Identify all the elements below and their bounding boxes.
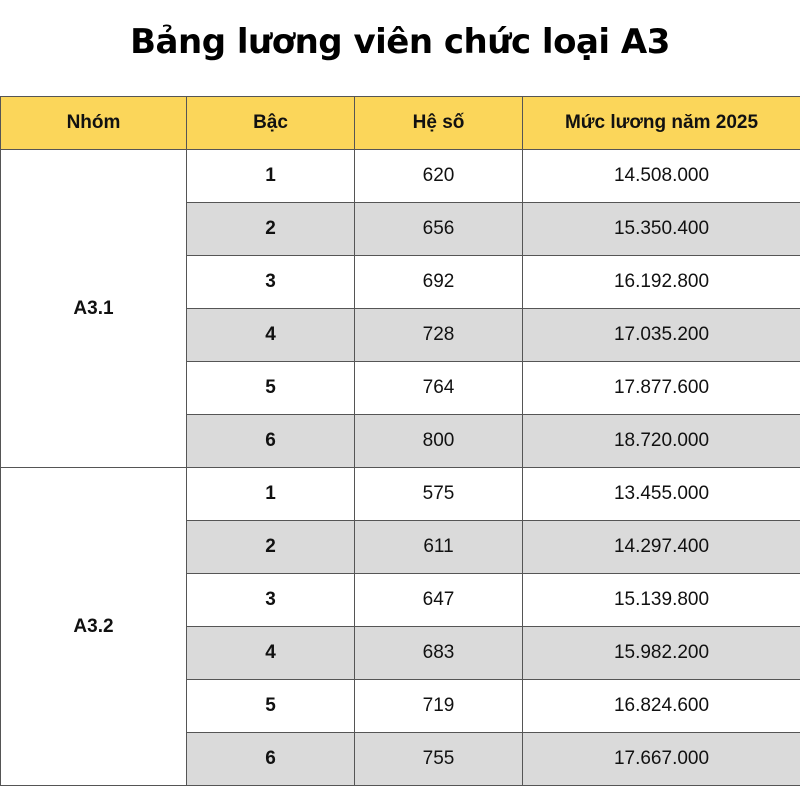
level-cell: 4 (187, 627, 355, 680)
coefficient-cell: 575 (355, 468, 523, 521)
coefficient-cell: 620 (355, 150, 523, 203)
level-cell: 3 (187, 256, 355, 309)
table-row (1, 468, 800, 521)
salary-cell: 17.667.000 (523, 733, 800, 786)
salary-cell: 15.982.200 (523, 627, 800, 680)
level-cell: 3 (187, 574, 355, 627)
page-title: Bảng lương viên chức loại A3 (130, 22, 670, 62)
coefficient-cell: 728 (355, 309, 523, 362)
level-cell: 1 (187, 468, 355, 521)
salary-cell: 17.877.600 (523, 362, 800, 415)
salary-cell: 16.824.600 (523, 680, 800, 733)
level-cell: 4 (187, 309, 355, 362)
coefficient-cell: 800 (355, 415, 523, 468)
header-salary: Mức lương năm 2025 (523, 97, 800, 150)
level-cell: 5 (187, 680, 355, 733)
salary-cell: 18.720.000 (523, 415, 800, 468)
salary-table (0, 96, 800, 786)
coefficient-cell: 719 (355, 680, 523, 733)
coefficient-cell: 611 (355, 521, 523, 574)
group-cell: A3.2 (1, 468, 187, 786)
level-cell: 5 (187, 362, 355, 415)
coefficient-cell: 755 (355, 733, 523, 786)
level-cell: 6 (187, 415, 355, 468)
header-group: Nhóm (1, 97, 187, 150)
level-cell: 1 (187, 150, 355, 203)
salary-cell: 17.035.200 (523, 309, 800, 362)
salary-cell: 16.192.800 (523, 256, 800, 309)
level-cell: 2 (187, 521, 355, 574)
group-cell: A3.1 (1, 150, 187, 468)
coefficient-cell: 683 (355, 627, 523, 680)
salary-cell: 15.139.800 (523, 574, 800, 627)
salary-cell: 14.297.400 (523, 521, 800, 574)
coefficient-cell: 647 (355, 574, 523, 627)
coefficient-cell: 692 (355, 256, 523, 309)
header-level: Bậc (187, 97, 355, 150)
salary-cell: 15.350.400 (523, 203, 800, 256)
header-coefficient: Hệ số (355, 97, 523, 150)
table-header-row (1, 97, 800, 150)
salary-cell: 14.508.000 (523, 150, 800, 203)
level-cell: 6 (187, 733, 355, 786)
coefficient-cell: 764 (355, 362, 523, 415)
table-row (1, 150, 800, 203)
coefficient-cell: 656 (355, 203, 523, 256)
salary-cell: 13.455.000 (523, 468, 800, 521)
level-cell: 2 (187, 203, 355, 256)
